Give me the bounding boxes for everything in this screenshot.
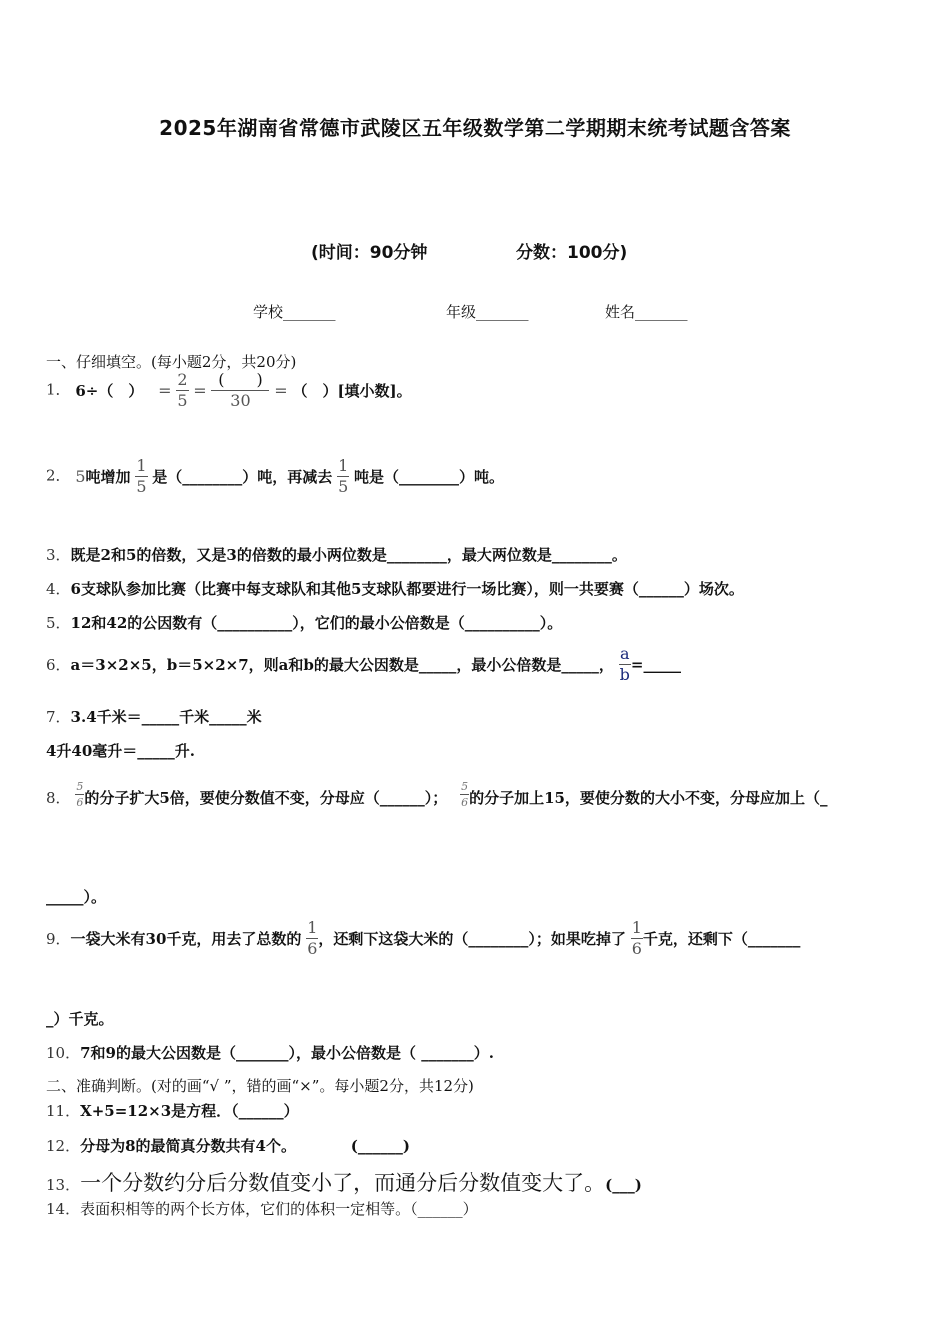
school-field: 学校_______ <box>253 303 336 321</box>
fraction: $\frac{1}{6}$ <box>307 918 318 958</box>
fraction: $\frac{5}{6}$ <box>76 780 84 809</box>
question-7-line-2: 4升40毫升＝_____升. <box>46 742 196 760</box>
fraction: $\frac{5}{6}$ <box>461 780 469 809</box>
question-11: 11．X+5=12×3是方程．（______） <box>46 1102 299 1120</box>
question-text: 吨是（________）吨。 <box>354 468 505 486</box>
exam-score: 分数：100分) <box>516 243 628 263</box>
fraction-blank: $\frac{( )}{30}$ <box>211 372 269 409</box>
grade-field: 年级_______ <box>446 303 529 321</box>
question-1 <box>46 372 412 409</box>
question-text: 是（________）吨，再减去 <box>152 468 333 486</box>
question-6: 6．a＝3×2×5，b＝5×2×7，则a和b的最大公因数是_____，最小公倍数是_____， $\frac{a}{b}$ =_____ <box>46 644 681 684</box>
fraction: $\frac{2}{5}$ <box>177 370 188 410</box>
question-10: 10．7和9的最大公因数是（_______），最小公倍数是（ _______）. <box>46 1044 494 1062</box>
question-3: 3．既是2和5的倍数，又是3的倍数的最小两位数是________，最大两位数是________。 <box>46 546 627 564</box>
question-14: 14．表面积相等的两个长方体，它们的体积一定相等。（______） <box>46 1200 478 1218</box>
question-9: 9．一袋大米有30千克，用去了总数的 $\frac{1}{6}$ ，还剩下这袋大米的（________）；如果吃掉了 $\frac{1}{6}$ 千克，还剩下（_______ <box>46 918 801 958</box>
question-4: 4．6支球队参加比赛（比赛中每支球队和其他5支球队都要进行一场比赛），则一共要赛（______）场次。 <box>46 580 744 598</box>
question-2 <box>46 458 504 495</box>
whole-number: 5 <box>75 467 86 486</box>
fraction: $\frac{1}{5}$ <box>136 456 147 496</box>
question-text: 吨增加 <box>85 468 131 486</box>
question-number: 2． <box>46 466 71 485</box>
equals-sign: = <box>193 381 207 400</box>
fraction: $\frac{1}{5}$ <box>338 456 349 496</box>
fraction: $\frac{1}{6}$ <box>631 918 642 958</box>
equals-sign: = <box>274 381 288 400</box>
question-9-continued: _）千克。 <box>46 1010 114 1028</box>
question-8: 8． $\frac{5}{6}$ 的分子扩大5倍，要使分数值不变，分母应（______）； $\frac{5}{6}$ 的分子加上15，要使分数的大小不变，分母应加上（_ <box>46 780 828 809</box>
question-text: （ ）[填小数]。 <box>292 382 412 400</box>
question-5: 5．12和42的公因数有（__________），它们的最小公倍数是（__________）。 <box>46 614 563 632</box>
question-text: 6÷（ ） <box>75 382 144 400</box>
section-2-heading: 二、准确判断。(对的画“√ ”，错的画“×”。每小题2分，共12分) <box>46 1077 474 1095</box>
exam-time: (时间：90分钟 <box>311 243 428 263</box>
question-13: 13．一个分数约分后分数值变小了，而通分后分数值变大了。(___) <box>46 1171 642 1195</box>
equals-sign: = <box>158 381 172 400</box>
question-7: 7．3.4千米＝_____千米_____米 <box>46 708 262 726</box>
question-12: 12．分母为8的最简真分数共有4个。 (______) <box>46 1137 410 1155</box>
name-field: 姓名_______ <box>605 303 688 321</box>
fraction-a-over-b: $\frac{a}{b}$ <box>619 644 630 684</box>
question-number: 1． <box>46 380 71 399</box>
page-title: 2025年湖南省常德市武陵区五年级数学第二学期期末统考试题含答案 <box>159 116 791 140</box>
question-8-continued: _____）。 <box>46 888 107 906</box>
section-1-heading: 一、仔细填空。(每小题2分，共20分) <box>46 353 297 371</box>
